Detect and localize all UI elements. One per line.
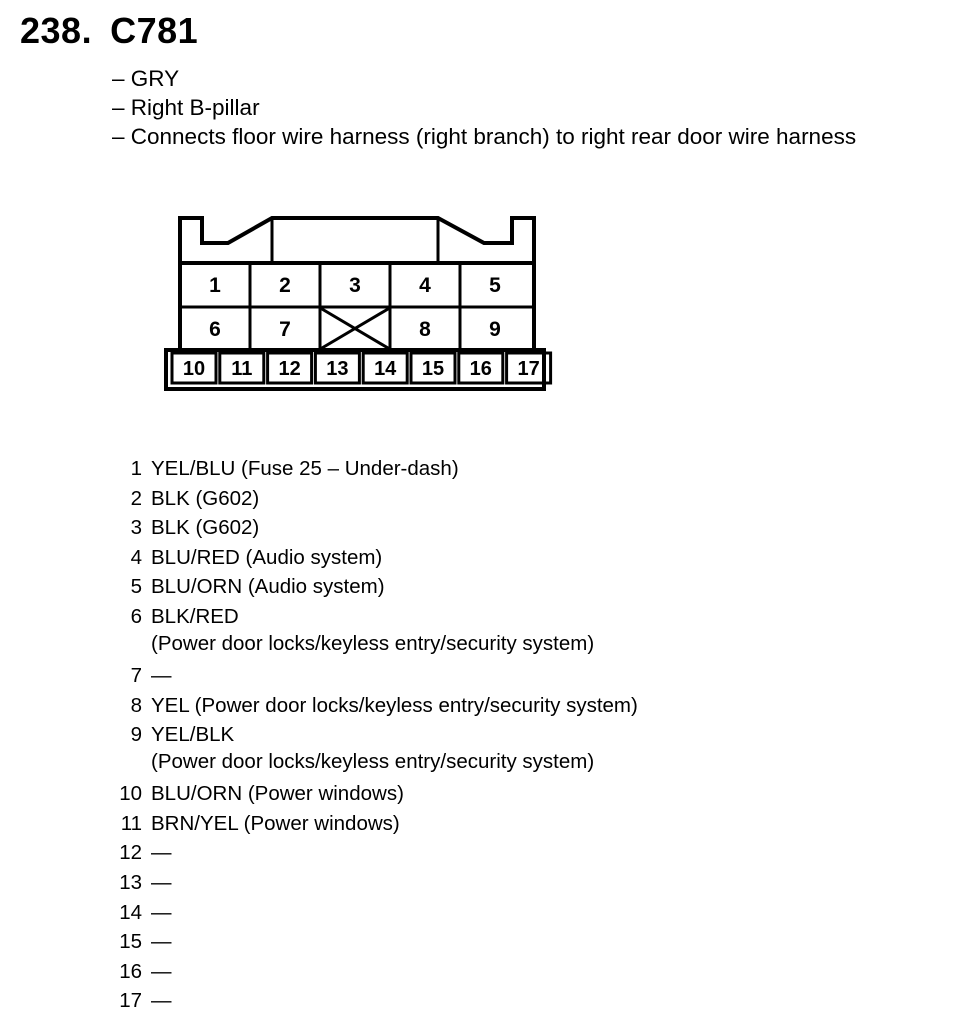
cavity-label-4: 4 [419, 274, 431, 297]
pin-number: 3 [130, 516, 142, 540]
cavity-label-12: 12 [278, 358, 301, 380]
pin-description-line: BLU/ORN (Audio system) [151, 575, 385, 599]
pin-description [151, 986, 172, 1016]
pin-description-line: — [151, 930, 172, 954]
pin-row [112, 957, 638, 987]
pin-description-line: — [151, 900, 172, 924]
pin-description [151, 868, 172, 898]
pin-description-line: — [151, 870, 172, 894]
pin-description [151, 957, 172, 987]
pin-row [112, 779, 638, 809]
pin-description-line: BLU/ORN (Power windows) [151, 782, 404, 806]
pin-description-line: BRN/YEL (Power windows) [151, 811, 400, 835]
cavity-label-7: 7 [279, 318, 291, 341]
pin-description-line: YEL/BLK [151, 723, 235, 747]
pin-row [112, 454, 638, 484]
pin-list [112, 454, 638, 1016]
pin-row [112, 661, 638, 691]
pin-row [112, 543, 638, 573]
pin-row [112, 986, 638, 1016]
cavity-label-8: 8 [419, 318, 431, 341]
pin-description-line: YEL/BLU (Fuse 25 – Under-dash) [151, 457, 459, 480]
cavity-label-5: 5 [489, 274, 501, 297]
pin-description-line: BLK (G602) [151, 516, 260, 540]
pin-row [112, 927, 638, 957]
pin-row [112, 572, 638, 602]
pin-row [112, 809, 638, 839]
cavity-label-15: 15 [421, 358, 445, 380]
pin-description [151, 838, 172, 868]
cavity-label-10: 10 [182, 358, 206, 380]
cavity-label-16: 16 [469, 358, 492, 380]
cavity-label-6: 6 [209, 318, 221, 341]
pin-number: 10 [119, 782, 142, 806]
pin-number: 6 [130, 604, 142, 628]
pin-description-line: YEL (Power door locks/keyless entry/security system) [151, 693, 638, 717]
pin-row [112, 720, 638, 774]
pin-description [151, 779, 404, 809]
cavity-label-13: 13 [326, 358, 349, 380]
pin-description-line: (Power door locks/keyless entry/security system) [151, 631, 595, 655]
pin-number: 14 [119, 900, 142, 924]
connector-face-diagram [0, 0, 960, 420]
pin-description [151, 898, 172, 928]
pin-number: 11 [120, 811, 142, 835]
pin-number: 16 [119, 959, 142, 983]
pin-number: 4 [130, 545, 142, 569]
pin-description [151, 720, 594, 774]
pin-description [151, 602, 594, 656]
pin-row [112, 898, 638, 928]
pin-description-line: BLU/RED (Audio system) [151, 545, 383, 569]
pin-number: 9 [130, 723, 142, 747]
pin-row [112, 691, 638, 721]
pin-description-line: — [151, 841, 172, 865]
pin-description [151, 927, 172, 957]
pin-description [151, 691, 638, 721]
description-location: – Right B-pillar [112, 95, 260, 120]
pin-description [151, 513, 259, 543]
pin-description-line: (Power door locks/keyless entry/security system) [151, 750, 595, 774]
connector-code: C781 [110, 10, 199, 51]
pin-description-line: — [151, 663, 172, 687]
pin-description [151, 661, 172, 691]
pin-row [112, 868, 638, 898]
cavity-label-14: 14 [374, 358, 397, 380]
pin-number: 7 [130, 663, 142, 687]
pin-number: 17 [119, 989, 142, 1013]
pin-description [151, 484, 259, 514]
description-connects: – Connects floor wire harness (right branch) to right rear door wire harness [112, 124, 857, 149]
pin-description-line: — [151, 989, 172, 1013]
pin-number: 15 [119, 930, 142, 954]
lock-tab [272, 218, 438, 263]
cavity-label-17: 17 [517, 358, 540, 380]
pin-description-line: BLK (G602) [151, 486, 260, 510]
pin-description [151, 543, 382, 573]
description-color: – GRY [112, 66, 180, 91]
cavity-label-9: 9 [489, 318, 501, 341]
pin-number: 12 [119, 841, 142, 865]
pin-description-line: BLK/RED [151, 604, 239, 628]
pin-number: 5 [130, 575, 142, 599]
pin-number: 13 [119, 870, 142, 894]
pin-row [112, 838, 638, 868]
pin-number: 1 [130, 457, 142, 480]
pin-description-line: — [151, 959, 172, 983]
pin-number: 2 [130, 486, 142, 510]
pin-number: 8 [130, 693, 142, 717]
pin-description [151, 572, 385, 602]
cavity-label-11: 11 [231, 358, 253, 380]
pin-row [112, 513, 638, 543]
empty-cavity-mark [322, 309, 388, 348]
section-number: 238. [20, 10, 93, 51]
cavity-label-1: 1 [209, 274, 221, 297]
cavity-label-2: 2 [279, 274, 291, 297]
pin-description [151, 454, 459, 484]
pin-row [112, 484, 638, 514]
pin-description [151, 809, 400, 839]
cavity-label-3: 3 [349, 274, 361, 297]
pin-row [112, 602, 638, 656]
